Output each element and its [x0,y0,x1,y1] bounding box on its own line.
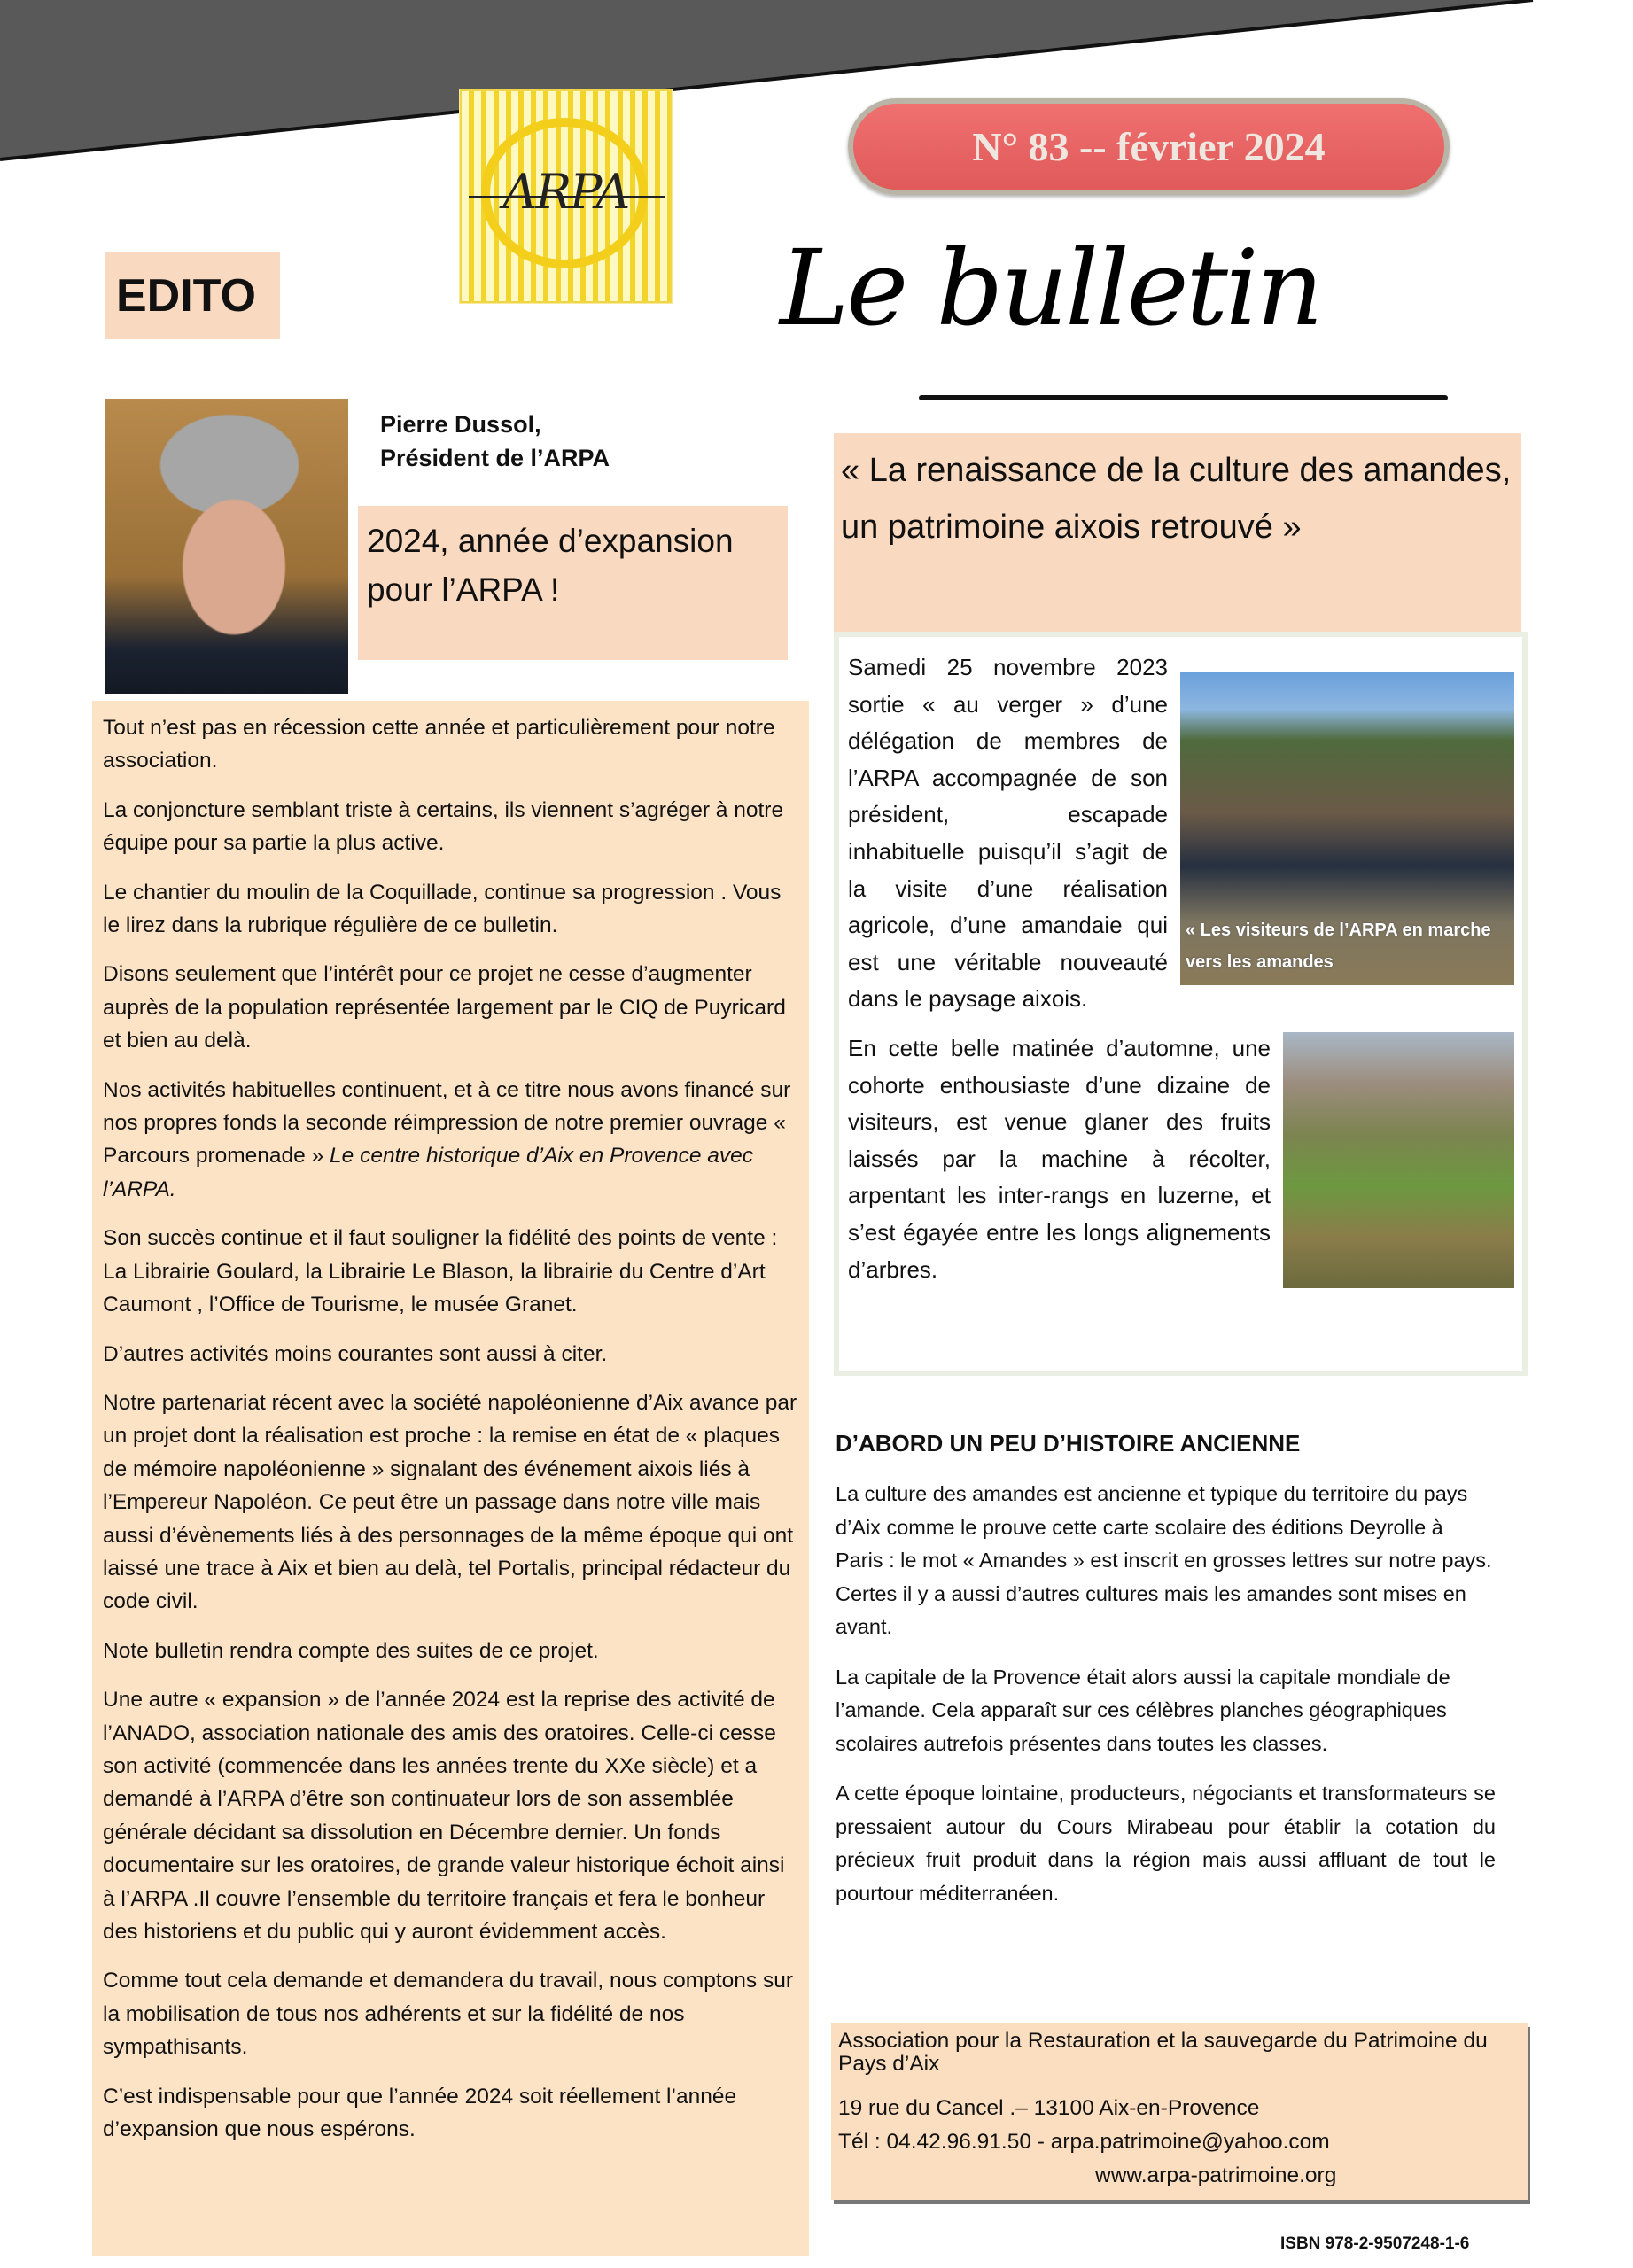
website-link[interactable]: www.arpa-patrimoine.org [1095,2163,1337,2187]
issue-label: N° 83 -- février 2024 [972,124,1326,169]
logo-text: ARPA [502,164,629,220]
edito-body [92,701,809,2256]
edito-paragraph: Le chantier du moulin de la Coquillade, continue sa progression . Vous le lirez dans la rubrique régulière de ce bulletin. [103,880,782,938]
edito-paragraph: La conjoncture semblant triste à certains, ils viennent s’agréger à notre équipe pour sa partie la plus active. [103,797,784,856]
edito-paragraph: C’est indispensable pour que l’année 2024 soit réellement l’année d’expansion que nous espérons. [103,2084,737,2142]
author-name: Pierre Dussol, [380,411,541,438]
edito-paragraph: Notre partenariat récent avec la société napoléonienne d’Aix avance par un projet dont la réalisation est proche : la remise en état de « plaques de mémoire napoléonienne » signalant des événement aixois liés à l’Empereur Napoléon. Ce peut être un passage dans notre ville mais aussi d’évènements liés à des personnages de la même époque qui ont laissé une trace à Aix et bien au delà, tel Portalis, principal rédacteur du code civil. [103,1390,797,1614]
article-headline: « La renaissance de la culture des amandes, un patrimoine aixois retrouvé » [834,433,1521,632]
photo-caption: « Les visiteurs de l’ARPA en marche vers les amandes [1186,920,1491,972]
article-paragraph-2: En cette belle matinée d’automne, une cohorte enthousiaste d’une dizaine de visiteurs, est venue glaner des fruits laissés par la machine à récolter, arpentant les inter-rangs en luzerne, et s’est égayée entre les longs alignements d’arbres. [848,1034,1271,1283]
edito-paragraph: Comme tout cela demande et demandera du travail, nous comptons sur la mobilisation de tous nos adhérents et sur la fidélité de nos sympathisants. [103,1969,793,2060]
history-heading: D’ABORD UN PEU D’HISTOIRE ANCIENNE [836,1430,1301,1456]
book-title: Le centre historique d’Aix en Provence avec l’ARPA. [103,1144,754,1201]
issue-badge [848,98,1450,195]
author-role: Président de l’ARPA [380,445,610,471]
contact-box [831,2023,1528,2200]
history-body [836,1478,1496,1927]
association-name: Association pour la Restauration et la sauvegarde du Patrimoine du Pays d’Aix [838,2029,1488,2076]
article-paragraph-1: Samedi 25 novembre 2023 sortie « au verger » d’une délégation de membres de l’ARPA accompagnée de son président, escapade inhabituelle puisqu’il s’agit de la visite d’une réalisation agricole, d’une amandaie qui est une véritable nouveauté dans le paysage aixois. [848,654,1168,1013]
edito-paragraph: Son succès continue et il faut souligner la fidélité des points de vente : La Librairie Goulard, la Librairie Le Blason, la librairie du Centre d’Art Caumont , l’Office de Tourisme, le musée Granet. [103,1226,778,1317]
orchard-photo [1283,1032,1514,1288]
arpa-logo [460,89,672,303]
edito-paragraph: Note bulletin rendra compte des suites de ce projet. [103,1638,599,1663]
article-text [848,649,1514,1301]
isbn: ISBN 978-2-9507248-1-6 [1280,2234,1470,2253]
history-paragraph: La capitale de la Provence était alors aussi la capitale mondiale de l’amande. Cela apparaît sur ces célèbres planches géographiques scolaires autrefois présentes dans toutes les classes. [836,1665,1450,1755]
title-underline [919,395,1448,400]
contact-line[interactable]: Tél : 04.42.96.91.50 - arpa.patrimoine@yahoo.com [838,2130,1330,2154]
author-portrait [105,399,348,694]
edito-paragraph: Disons seulement que l’intérêt pour ce projet ne cesse d’augmenter auprès de la population représentée largement par le CIQ de Puyricard et bien au delà. [103,962,786,1053]
masthead-title: Le bulletin [780,227,1321,349]
history-paragraph: A cette époque lointaine, producteurs, négociants et transformateurs se pressaient autour du Cours Mirabeau pour établir la cotation du précieux fruit produit dans la région mais aussi affluant de tout le pourtour méditerranéen. [836,1782,1496,1905]
edito-subtitle: 2024, année d’expansion pour l’ARPA ! [358,506,788,660]
address: 19 rue du Cancel .– 13100 Aix-en-Provence [838,2096,1260,2120]
edito-paragraph: Tout n’est pas en récession cette année et particulièrement pour notre association. [103,716,775,773]
edito-paragraph: Nos activités habituelles continuent, et à ce titre nous avons financé sur nos propres fonds la seconde réimpression de notre premier ouvrage « Parcours promenade » Le centre historique d’Aix en Provence avec l’ARPA. [103,1077,791,1201]
edito-label: EDITO [105,252,280,339]
edito-paragraph: Une autre « expansion » de l’année 2024 est la reprise des activité de l’ANADO, association nationale des amis des oratoires. Celle-ci cesse son activité (commencée dans les années trente du XXe siècle) et a demandé à l’ARPA d’être son continuateur lors de son assemblée générale décidant sa dissolution en Décembre dernier. Un fonds documentaire sur les oratoires, de grande valeur historique échoit ainsi à l’ARPA .Il couvre l’ensemble du territoire français et fera le bonheur des historiens et du public qui y auront évidemment accès. [103,1688,785,1944]
edito-paragraph: D’autres activités moins courantes sont aussi à citer. [103,1341,608,1366]
author-block [380,408,610,475]
visitors-photo [1180,672,1514,985]
history-paragraph: La culture des amandes est ancienne et typique du territoire du pays d’Aix comme le prouve cette carte scolaire des éditions Deyrolle à Paris : le mot « Amandes » est inscrit en grosses lettres sur notre pays. Certes il y a aussi d’autres cultures mais les amandes sont mises en avant. [836,1482,1492,1638]
article-paragraph-1-end: nouveauté dans le paysage aixois. [848,948,1168,1013]
